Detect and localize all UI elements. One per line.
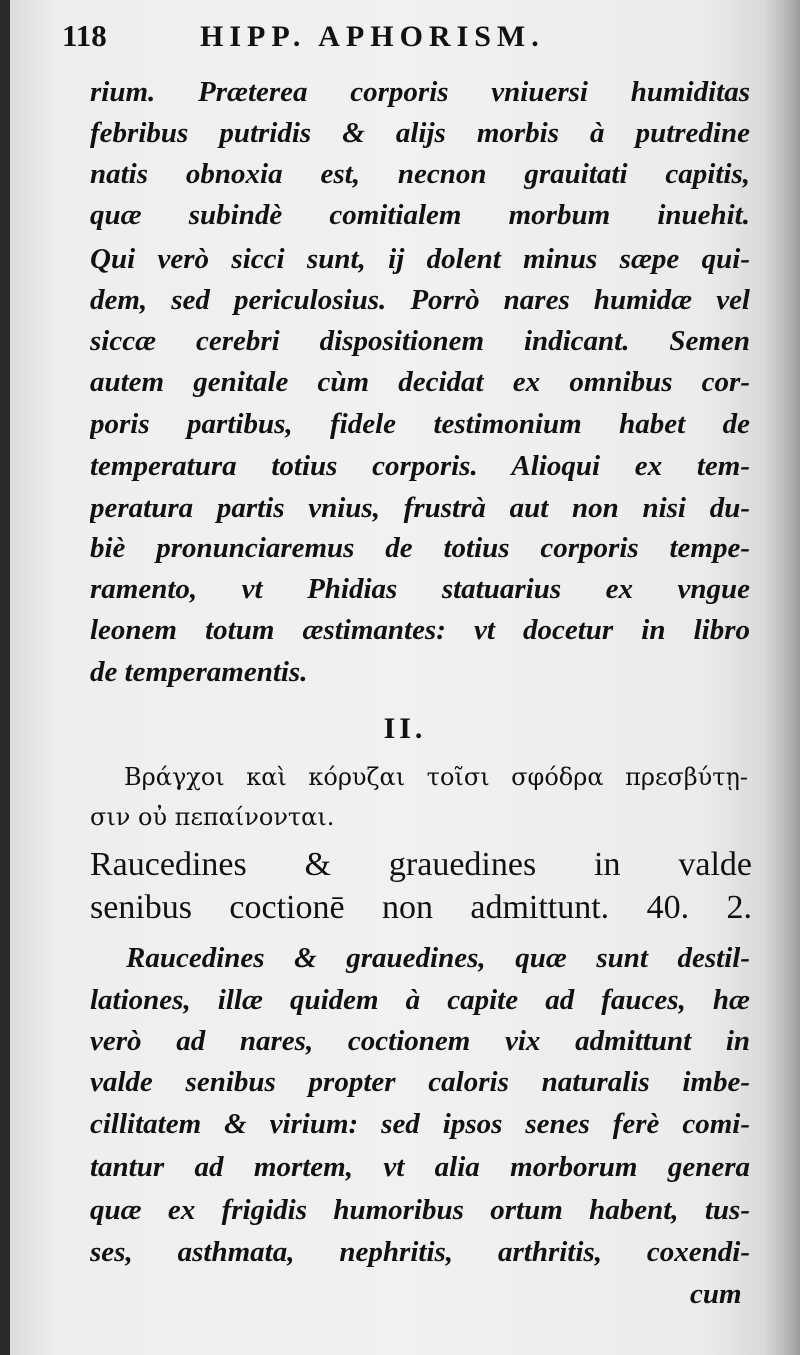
text-line: autem genitale cùm decidat ex omnibus cor-: [90, 366, 750, 398]
text-line: lationes, illæ quidem à capite ad fauces, hæ: [90, 984, 750, 1016]
text-line: siccæ cerebri dispositionem indicant. Semen: [90, 325, 750, 357]
page-gutter-shadow: [764, 0, 800, 1355]
book-page: [10, 0, 800, 1355]
text-line: leonem totum æstimantes: vt docetur in libro: [90, 614, 750, 646]
aphorism-number: II.: [383, 712, 427, 745]
greek-line: Βράγχοι καὶ κόρυζαι τοῖσι σφόδρα πρεσβύτῃ-: [124, 763, 748, 791]
text-line: temperatura totius corporis. Alioqui ex tem-: [90, 450, 750, 482]
text-line: ses, asthmata, nephritis, arthritis, coxendi-: [90, 1236, 750, 1268]
running-title: HIPP. APHORISM.: [200, 20, 545, 53]
text-line: de temperamentis.: [90, 656, 308, 688]
text-line: quæ ex frigidis humoribus ortum habent, tus-: [90, 1194, 750, 1226]
greek-line: σιν οὐ πεπαίνονται.: [90, 803, 335, 831]
text-line: Qui verò sicci sunt, ij dolent minus sæpe qui-: [90, 243, 750, 275]
page-header: [62, 18, 752, 58]
text-line: quæ subindè comitialem morbum inuehit.: [90, 199, 750, 231]
text-line: natis obnoxia est, necnon grauitati capitis,: [90, 158, 750, 190]
text-line: dem, sed periculosius. Porrò nares humidæ vel: [90, 284, 750, 316]
catchword: cum: [690, 1278, 742, 1310]
text-line: valde senibus propter caloris naturalis imbe-: [90, 1066, 750, 1098]
text-line: verò ad nares, coctionem vix admittunt in: [90, 1025, 750, 1057]
page-number: 118: [62, 18, 107, 53]
text-line: tantur ad mortem, vt alia morborum genera: [90, 1151, 750, 1183]
text-line: rium. Præterea corporis vniuersi humiditas: [90, 76, 750, 108]
text-line: febribus putridis & alijs morbis à putredine: [90, 117, 750, 149]
text-line: poris partibus, fidele testimonium habet de: [90, 408, 750, 440]
text-line: cillitatem & virium: sed ipsos senes ferè comi-: [90, 1108, 750, 1140]
text-line: biè pronunciaremus de totius corporis tempe-: [90, 532, 750, 564]
text-line: peratura partis vnius, frustrà aut non nisi du-: [90, 492, 750, 524]
text-line: Raucedines & grauedines, quæ sunt destil-: [126, 942, 750, 974]
text-line: ramento, vt Phidias statuarius ex vngue: [90, 573, 750, 605]
aphorism-line: Raucedines & grauedines in valde: [90, 846, 752, 883]
aphorism-line: senibus coctionē non admittunt. 40. 2.: [90, 889, 752, 926]
